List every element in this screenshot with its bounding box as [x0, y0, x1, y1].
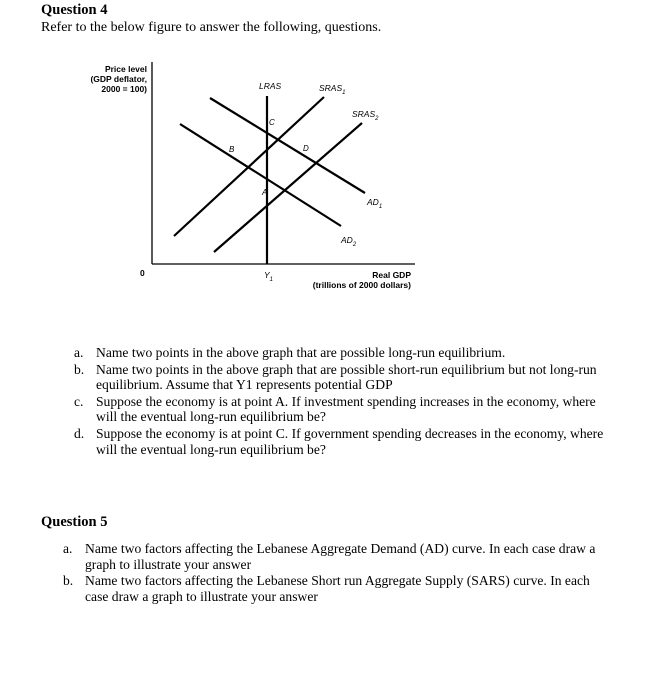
item-text: Name two factors affecting the Lebanese Short run Aggregate Supply (SARS) curve. In each case draw a graph to illustrate your answer [85, 573, 590, 604]
item-text: Name two points in the above graph that are possible long-run equilibrium. [96, 345, 506, 360]
question-4-items [74, 345, 614, 458]
item-label: d. [74, 425, 85, 441]
item-text: Suppose the economy is at point C. If government spending decreases in the economy, where will the eventual long-run equilibrium be? [96, 425, 604, 457]
question-4-item-d [74, 426, 614, 457]
sras1-label: $SRAS_1$ [319, 83, 346, 96]
x-axis-label-line2: (trillions of 2000 dollars) [312, 280, 411, 290]
question-4-title: Question 4 [41, 2, 108, 18]
question-5-item-a [63, 541, 603, 572]
item-label: b. [63, 573, 74, 589]
point-d-label: D [303, 144, 309, 153]
point-a-label: A [262, 188, 268, 197]
ad-as-figure [0, 0, 656, 330]
question-4-item-a [74, 345, 614, 361]
item-text: Name two points in the above graph that are possible short-run equilibrium but not long-run equilibrium. Assume that Y1 represents potential GDP [96, 361, 597, 393]
item-text: Suppose the economy is at point A. If investment spending increases in the economy, where will the eventual long-run equilibrium be? [96, 393, 596, 425]
question-4-item-c [74, 394, 614, 425]
origin-label: 0 [140, 268, 145, 278]
item-label: a. [74, 345, 84, 360]
point-b-label: B [229, 145, 235, 154]
y-axis-label-line3: 2000 = 100) [101, 84, 147, 94]
sras2-label: $SRAS_2$ [352, 109, 379, 122]
item-label: c. [74, 393, 84, 409]
item-label: b. [74, 361, 85, 377]
lras-label: LRAS [259, 81, 282, 91]
ad2-label: $AD_2$ [341, 235, 357, 248]
ad1-label: $AD_1$ [367, 197, 383, 210]
x-tick-y1: $Y_1$ [264, 270, 274, 283]
x-axis-label-line1: Real GDP [372, 270, 411, 280]
y-axis-label-line2: (GDP deflator, [90, 74, 147, 84]
question-5-items [63, 541, 603, 605]
question-5-item-b [63, 573, 603, 604]
y-axis-label-line1: Price level [104, 64, 147, 74]
item-text: Name two factors affecting the Lebanese Aggregate Demand (AD) curve. In each case draw a graph to illustrate your answer [85, 541, 596, 572]
question-4-intro: Refer to the below figure to answer the following, questions. [41, 20, 382, 35]
sras2-curve [214, 123, 362, 252]
question-4-item-b [74, 362, 614, 393]
point-c-label: C [269, 118, 275, 127]
item-label: a. [63, 541, 73, 556]
question-5-title: Question 5 [41, 514, 108, 530]
